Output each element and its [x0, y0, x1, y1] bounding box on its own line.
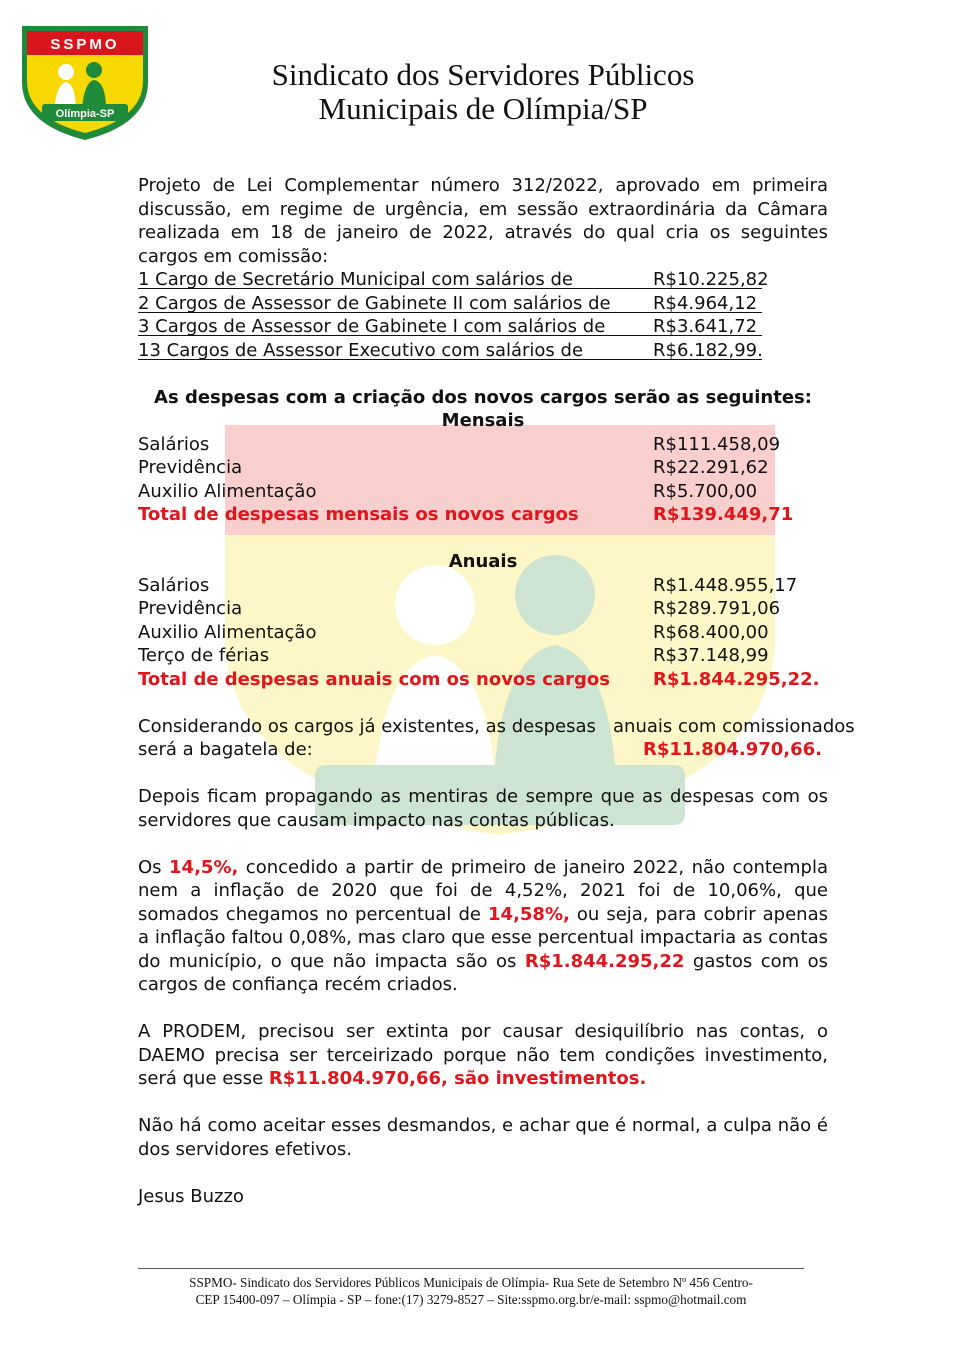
highlight-investimentos: R$11.804.970,66, são investimentos. — [268, 1068, 647, 1089]
cargo-row — [138, 339, 762, 363]
intro-paragraph: Projeto de Lei Complementar número 312/2022, aprovado em primeira discussão, em regime de urgência, em sessão extraordinária da Câmara realizada em 18 de janeiro de 2022, através do qual cria os seguintes cargos em comissão: — [138, 175, 828, 267]
mensais-total-row — [138, 503, 828, 527]
footer-line-2: CEP 15400-097 – Olímpia - SP – fone:(17) 3279-8527 – Site:sspmo.org.br/e-mail: sspmo@hotmail.com — [195, 1292, 747, 1307]
row-label: Auxilio Alimentação — [138, 480, 317, 502]
row-value: R$68.400,00 — [653, 621, 769, 643]
cargo-label: 3 Cargos de Assessor de Gabinete I com salários de — [138, 316, 606, 337]
considerando-label: será a bagatela de: — [138, 739, 313, 760]
mensais-heading: Mensais — [441, 410, 525, 431]
total-label: Total de despesas anuais com os novos cargos — [138, 668, 610, 690]
cargo-label: 13 Cargos de Assessor Executivo com salários de — [138, 339, 584, 361]
row-value: R$5.700,00 — [653, 480, 758, 502]
document-footer — [138, 1268, 804, 1308]
row-value: R$1.448.955,17 — [653, 574, 798, 596]
despesas-heading: As despesas com a criação dos novos cargos serão as seguintes: — [154, 386, 812, 408]
row-label: Previdência — [138, 598, 243, 619]
row-label: Auxilio Alimentação — [138, 621, 317, 643]
footer-line-1: SSPMO- Sindicato dos Servidores Públicos Municipais de Olímpia- Rua Sete de Setembro Nº 456 Centro- — [189, 1275, 753, 1290]
signature: Jesus Buzzo — [138, 1185, 244, 1207]
considerando-paragraph — [138, 715, 855, 762]
total-value: R$139.449,71 — [653, 504, 794, 525]
anuais-row — [138, 621, 828, 645]
text-run: concedido a partir de primeiro de janeiro 2022, não contempla nem a inflação de 2020 que foi de 4,52%, 2021 foi de 10,06%, que somados chegamos no percentual de — [138, 856, 828, 925]
row-value: R$289.791,06 — [653, 598, 781, 619]
prodem-paragraph — [138, 1020, 828, 1091]
highlight-14-5: 14,5%, — [169, 856, 239, 878]
text-run: Os — [138, 856, 170, 878]
text-run: ou seja, para cobrir apenas a inflação faltou 0,08%, mas claro que esse percentual impactaria as contas do município, o que não impacta são os — [138, 903, 828, 972]
highlight-14-58: 14,58%, — [488, 903, 570, 925]
text-run: gastos com os cargos de confiança recém criados. — [138, 950, 829, 995]
anuais-total-row — [138, 668, 828, 692]
row-value: R$22.291,62 — [653, 457, 769, 478]
mensais-row — [138, 433, 828, 457]
row-label: Terço de férias — [138, 645, 270, 666]
anuais-table — [138, 574, 828, 692]
cargo-row — [138, 292, 762, 316]
cargo-row — [138, 268, 769, 292]
considerando-value: R$11.804.970,66. — [643, 739, 822, 760]
highlight-total-anual: R$1.844.295,22 — [524, 950, 685, 972]
cargos-list — [138, 268, 828, 362]
document-body — [138, 174, 855, 1208]
row-value: R$111.458,09 — [653, 433, 781, 455]
sspmo-logo — [14, 12, 156, 144]
row-label: Previdência — [138, 457, 243, 478]
depois-paragraph: Depois ficam propagando as mentiras de sempre que as despesas com os servidores que causam impacto nas contas públicas. — [138, 786, 828, 831]
text-run: A PRODEM, precisou ser extinta por causar desiquilíbrio nas contas, o DAEMO precisa ser terceirizado porque não tem condições investimento, será que esse — [138, 1021, 828, 1089]
considerando-line-1: Considerando os cargos já existentes, as despesas anuais com comissionados — [138, 715, 855, 737]
row-value: R$37.148,99 — [653, 645, 769, 666]
anuais-row — [138, 597, 828, 621]
total-value: R$1.844.295,22. — [653, 668, 820, 690]
row-label: Salários — [138, 433, 210, 455]
svg-text:SSPMO: SSPMO — [50, 36, 120, 53]
anuais-row — [138, 644, 828, 668]
cargo-value: R$10.225,82 — [653, 269, 769, 290]
mensais-table — [138, 433, 828, 527]
cargo-value: R$4.964,12 — [653, 292, 758, 314]
percentual-paragraph — [138, 856, 828, 997]
cargo-label: 2 Cargos de Assessor de Gabinete II com salários de — [138, 292, 611, 314]
mensais-row — [138, 480, 828, 504]
anuais-heading: Anuais — [448, 551, 518, 572]
row-label: Salários — [138, 574, 210, 596]
total-label: Total de despesas mensais os novos cargos — [138, 504, 579, 525]
cargo-row — [138, 315, 762, 339]
considerando-line-2 — [138, 738, 828, 762]
header-line-1: Sindicato dos Servidores Públicos — [271, 57, 695, 92]
cargo-label: 1 Cargo de Secretário Municipal com salários de — [138, 269, 573, 290]
mensais-row — [138, 456, 828, 480]
nao-ha-paragraph: Não há como aceitar esses desmandos, e achar que é normal, a culpa não é dos servidores efetivos. — [138, 1115, 828, 1160]
svg-text:Olímpia-SP: Olímpia-SP — [55, 108, 115, 120]
anuais-row — [138, 574, 828, 598]
document-header — [180, 58, 786, 126]
cargo-value: R$3.641,72 — [653, 316, 758, 337]
header-line-2: Municipais de Olímpia/SP — [318, 91, 648, 126]
cargo-value: R$6.182,99. — [653, 339, 763, 361]
